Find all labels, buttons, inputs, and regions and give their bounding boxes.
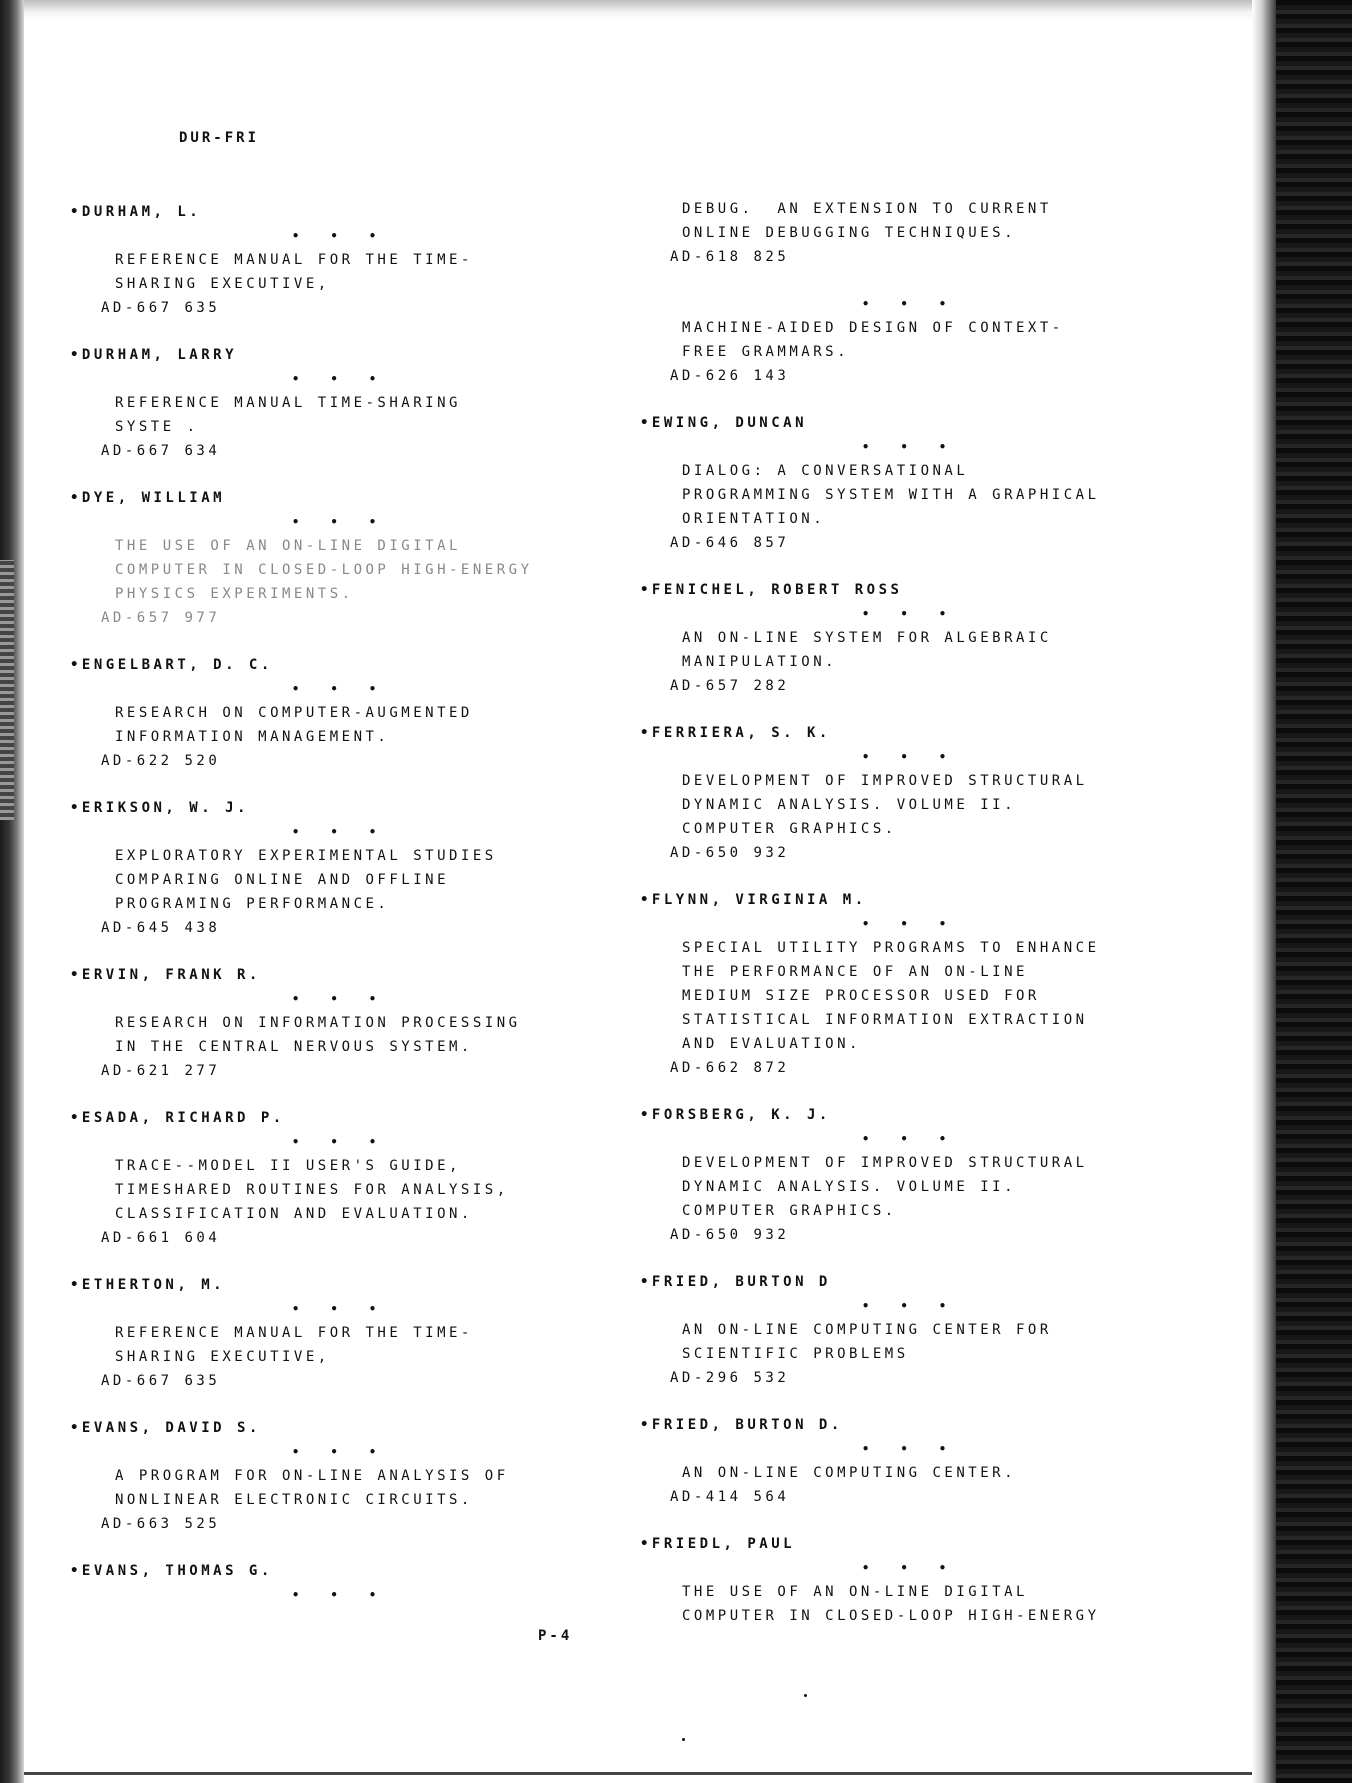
entry-author: •FRIEDL, PAUL [640, 1536, 796, 1552]
entry-title-line: COMPARING ONLINE AND OFFLINE [115, 872, 450, 888]
entry-author: •DURHAM, L. [70, 204, 202, 220]
entry-title-line: REFERENCE MANUAL TIME-SHARING [115, 395, 461, 411]
entry-title-line: CLASSIFICATION AND EVALUATION. [115, 1206, 473, 1222]
entry-title-line: THE USE OF AN ON-LINE DIGITAL [682, 1584, 1028, 1600]
entry-title-line: SHARING EXECUTIVE, [115, 1349, 330, 1365]
bibliography-entry [640, 578, 1180, 698]
entry-author: •FRIED, BURTON D. [640, 1417, 843, 1433]
entry-title-line: SPECIAL UTILITY PROGRAMS TO ENHANCE [682, 940, 1100, 956]
entry-accession-number: AD-650 932 [670, 1227, 790, 1243]
entry-title-line: ONLINE DEBUGGING TECHNIQUES. [682, 225, 1017, 241]
entry-title-line: DYNAMIC ANALYSIS. VOLUME II. [682, 1179, 1017, 1195]
entry-accession-number: AD-414 564 [670, 1489, 790, 1505]
scan-speck [804, 1694, 807, 1697]
entry-title-line: TRACE--MODEL II USER'S GUIDE, [115, 1158, 461, 1174]
entry-separator-dots: • • • [862, 1132, 959, 1146]
entry-title-line: REFERENCE MANUAL FOR THE TIME- [115, 252, 473, 268]
entry-title-line: COMPUTER GRAPHICS. [682, 821, 897, 837]
entry-title-line: FREE GRAMMARS. [682, 344, 850, 360]
entry-author: •FENICHEL, ROBERT ROSS [640, 582, 903, 598]
scan-right-edge [1276, 0, 1352, 1783]
entry-accession-number: AD-622 520 [101, 753, 221, 769]
entry-author: •EWING, DUNCAN [640, 415, 808, 431]
entry-title-line: RESEARCH ON INFORMATION PROCESSING [115, 1015, 521, 1031]
entry-accession-number: AD-667 634 [101, 443, 221, 459]
entry-accession-number: AD-646 857 [670, 535, 790, 551]
entry-title-line: RESEARCH ON COMPUTER-AUGMENTED [115, 705, 473, 721]
entry-accession-number: AD-621 277 [101, 1063, 221, 1079]
bibliography-entry [70, 343, 610, 463]
entry-author: •FORSBERG, K. J. [640, 1107, 831, 1123]
entry-title-line: THE PERFORMANCE OF AN ON-LINE [682, 964, 1028, 980]
entry-author: •ENGELBART, D. C. [70, 657, 273, 673]
entry-title-line: EXPLORATORY EXPERIMENTAL STUDIES [115, 848, 497, 864]
entry-title-line: AND EVALUATION. [682, 1036, 861, 1052]
entry-title-line: DIALOG: A CONVERSATIONAL [682, 463, 969, 479]
entry-author: •FERRIERA, S. K. [640, 725, 831, 741]
entry-title-line: DEBUG. AN EXTENSION TO CURRENT [682, 201, 1052, 217]
entry-author: •EVANS, DAVID S. [70, 1420, 261, 1436]
entry-accession-number: AD-650 932 [670, 845, 790, 861]
entry-title-line: MANIPULATION. [682, 654, 838, 670]
bibliography-entry [70, 1416, 610, 1536]
bibliography-entry [70, 653, 610, 773]
right-column [640, 197, 1180, 1651]
scan-speck [682, 1738, 685, 1741]
entry-title-line: COMPUTER IN CLOSED-LOOP HIGH-ENERGY [115, 562, 533, 578]
scan-left-edge [0, 0, 24, 1783]
entry-title-line: STATISTICAL INFORMATION EXTRACTION [682, 1012, 1088, 1028]
entry-separator-dots: • • • [292, 372, 389, 386]
bibliography-entry [640, 1413, 1180, 1509]
entry-separator-dots: • • • [292, 1445, 389, 1459]
entry-accession-number: AD-618 825 [670, 249, 790, 265]
entry-title-line: NONLINEAR ELECTRONIC CIRCUITS. [115, 1492, 473, 1508]
scan-bottom-edge [24, 1772, 1252, 1775]
entry-accession-number: AD-667 635 [101, 1373, 221, 1389]
entry-separator-dots: • • • [292, 992, 389, 1006]
entry-separator-dots: • • • [292, 515, 389, 529]
bibliography-entry [70, 1106, 610, 1250]
entry-separator-dots: • • • [292, 229, 389, 243]
bibliography-entry [70, 1273, 610, 1393]
bibliography-entry [70, 963, 610, 1083]
entry-accession-number: AD-667 635 [101, 300, 221, 316]
bibliography-entry [640, 1532, 1180, 1628]
entry-title-line: THE USE OF AN ON-LINE DIGITAL [115, 538, 461, 554]
entry-title-line: PROGRAMMING SYSTEM WITH A GRAPHICAL [682, 487, 1100, 503]
entry-separator-dots: • • • [862, 917, 959, 931]
entry-separator-dots: • • • [292, 1588, 389, 1602]
entry-separator-dots: • • • [862, 607, 959, 621]
entry-accession-number: AD-296 532 [670, 1370, 790, 1386]
scan-top-edge [24, 0, 1252, 20]
entry-author: •FRIED, BURTON D [640, 1274, 831, 1290]
bibliography-entry [70, 200, 610, 320]
entry-accession-number: AD-645 438 [101, 920, 221, 936]
entry-title-line: COMPUTER GRAPHICS. [682, 1203, 897, 1219]
bibliography-entry [640, 1270, 1180, 1390]
entry-title-line: INFORMATION MANAGEMENT. [115, 729, 390, 745]
entry-accession-number: AD-626 143 [670, 368, 790, 384]
entry-separator-dots: • • • [292, 1135, 389, 1149]
bibliography-entry [640, 721, 1180, 865]
entry-title-line: TIMESHARED ROUTINES FOR ANALYSIS, [115, 1182, 509, 1198]
entry-title-line: COMPUTER IN CLOSED-LOOP HIGH-ENERGY [682, 1608, 1100, 1624]
entry-title-line: PROGRAMING PERFORMANCE. [115, 896, 390, 912]
entry-title-line: AN ON-LINE COMPUTING CENTER. [682, 1465, 1017, 1481]
entry-separator-dots: • • • [862, 297, 959, 311]
entry-title-line: SCIENTIFIC PROBLEMS [682, 1346, 909, 1362]
entry-author: •ETHERTON, M. [70, 1277, 226, 1293]
entry-title-line: MEDIUM SIZE PROCESSOR USED FOR [682, 988, 1040, 1004]
entry-author: •EVANS, THOMAS G. [70, 1563, 273, 1579]
entry-title-line: AN ON-LINE COMPUTING CENTER FOR [682, 1322, 1052, 1338]
entry-title-line: DEVELOPMENT OF IMPROVED STRUCTURAL [682, 1155, 1088, 1171]
entry-separator-dots: • • • [862, 1561, 959, 1575]
bibliography-entry [640, 888, 1180, 1080]
entry-accession-number: AD-661 604 [101, 1230, 221, 1246]
page-header: DUR-FRI [179, 130, 260, 146]
entry-accession-number: AD-657 977 [101, 610, 221, 626]
entry-author: •FLYNN, VIRGINIA M. [640, 892, 867, 908]
entry-separator-dots: • • • [292, 1302, 389, 1316]
entry-title-line: DYNAMIC ANALYSIS. VOLUME II. [682, 797, 1017, 813]
entry-author: •DYE, WILLIAM [70, 490, 226, 506]
entry-accession-number: AD-663 525 [101, 1516, 221, 1532]
entry-title-line: SYSTE . [115, 419, 199, 435]
entry-title-line: ORIENTATION. [682, 511, 826, 527]
left-column [70, 200, 610, 1630]
entry-title-line: SHARING EXECUTIVE, [115, 276, 330, 292]
bibliography-entry [640, 197, 1180, 269]
page-number: P-4 [538, 1628, 573, 1644]
entry-author: •DURHAM, LARRY [70, 347, 238, 363]
entry-separator-dots: • • • [862, 440, 959, 454]
entry-title-line: REFERENCE MANUAL FOR THE TIME- [115, 1325, 473, 1341]
entry-separator-dots: • • • [862, 750, 959, 764]
entry-title-line: DEVELOPMENT OF IMPROVED STRUCTURAL [682, 773, 1088, 789]
entry-separator-dots: • • • [862, 1299, 959, 1313]
bibliography-entry [640, 1103, 1180, 1247]
bibliography-entry [640, 292, 1180, 388]
entry-title-line: MACHINE-AIDED DESIGN OF CONTEXT- [682, 320, 1064, 336]
entry-title-line: IN THE CENTRAL NERVOUS SYSTEM. [115, 1039, 473, 1055]
bibliography-entry [70, 796, 610, 940]
bibliography-entry [70, 486, 610, 630]
entry-author: •ERVIN, FRANK R. [70, 967, 261, 983]
entry-separator-dots: • • • [292, 682, 389, 696]
entry-author: •ESADA, RICHARD P. [70, 1110, 285, 1126]
entry-separator-dots: • • • [862, 1442, 959, 1456]
entry-separator-dots: • • • [292, 825, 389, 839]
bibliography-entry [70, 1559, 610, 1607]
entry-title-line: AN ON-LINE SYSTEM FOR ALGEBRAIC [682, 630, 1052, 646]
bibliography-entry [640, 411, 1180, 555]
entry-author: •ERIKSON, W. J. [70, 800, 249, 816]
entry-title-line: PHYSICS EXPERIMENTS. [115, 586, 354, 602]
entry-accession-number: AD-657 282 [670, 678, 790, 694]
entry-accession-number: AD-662 872 [670, 1060, 790, 1076]
entry-title-line: A PROGRAM FOR ON-LINE ANALYSIS OF [115, 1468, 509, 1484]
